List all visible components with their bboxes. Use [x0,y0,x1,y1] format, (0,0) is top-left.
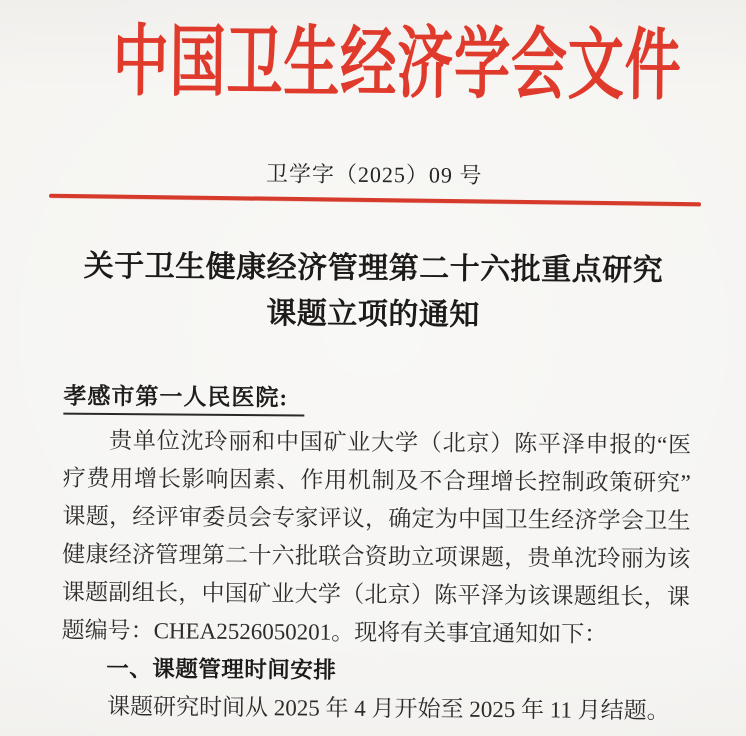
paragraph-line: 课题，经评审委员会专家评议，确定为中国卫生经济学会卫生 [62,503,691,534]
doc-number: 卫学字（2025）09 号 [265,161,483,188]
red-separator-line [49,194,701,207]
addressee-text: 孝感市第一人民医院: [63,378,304,417]
body-paragraphs [61,422,691,731]
org-header-text: 中国卫生经济学会文件 [112,17,682,110]
paragraph-line-schedule: 课题研究时间从 2025 年 4 月开始至 2025 年 11 月结题。 [106,693,670,724]
paragraph-line: 健康经济管理第二十六批联合资助立项课题，贵单沈玲丽为该 [62,541,691,572]
org-header-title [2,9,746,119]
addressee-line [63,378,304,417]
document-title [30,243,717,340]
paragraph-line: 贵单位沈玲丽和中国矿业大学（北京）陈平泽申报的“医 [109,427,692,458]
paragraph-line: 疗费用增长影响因素、作用机制及不合理增长控制政策研究” [62,465,691,496]
section-heading-schedule: 一、课题管理时间安排 [106,655,337,683]
paragraph-line: 课题副组长，中国矿业大学（北京）陈平泽为该课题组长，课 [61,579,691,610]
document-title-line2: 课题立项的通知 [266,297,481,332]
paragraph-line-project-code: 题编号：CHEA2526050201。现将有关事宜通知如下： [61,617,608,647]
document-title-line1: 关于卫生健康经济管理第二十六批重点研究 [83,249,664,288]
